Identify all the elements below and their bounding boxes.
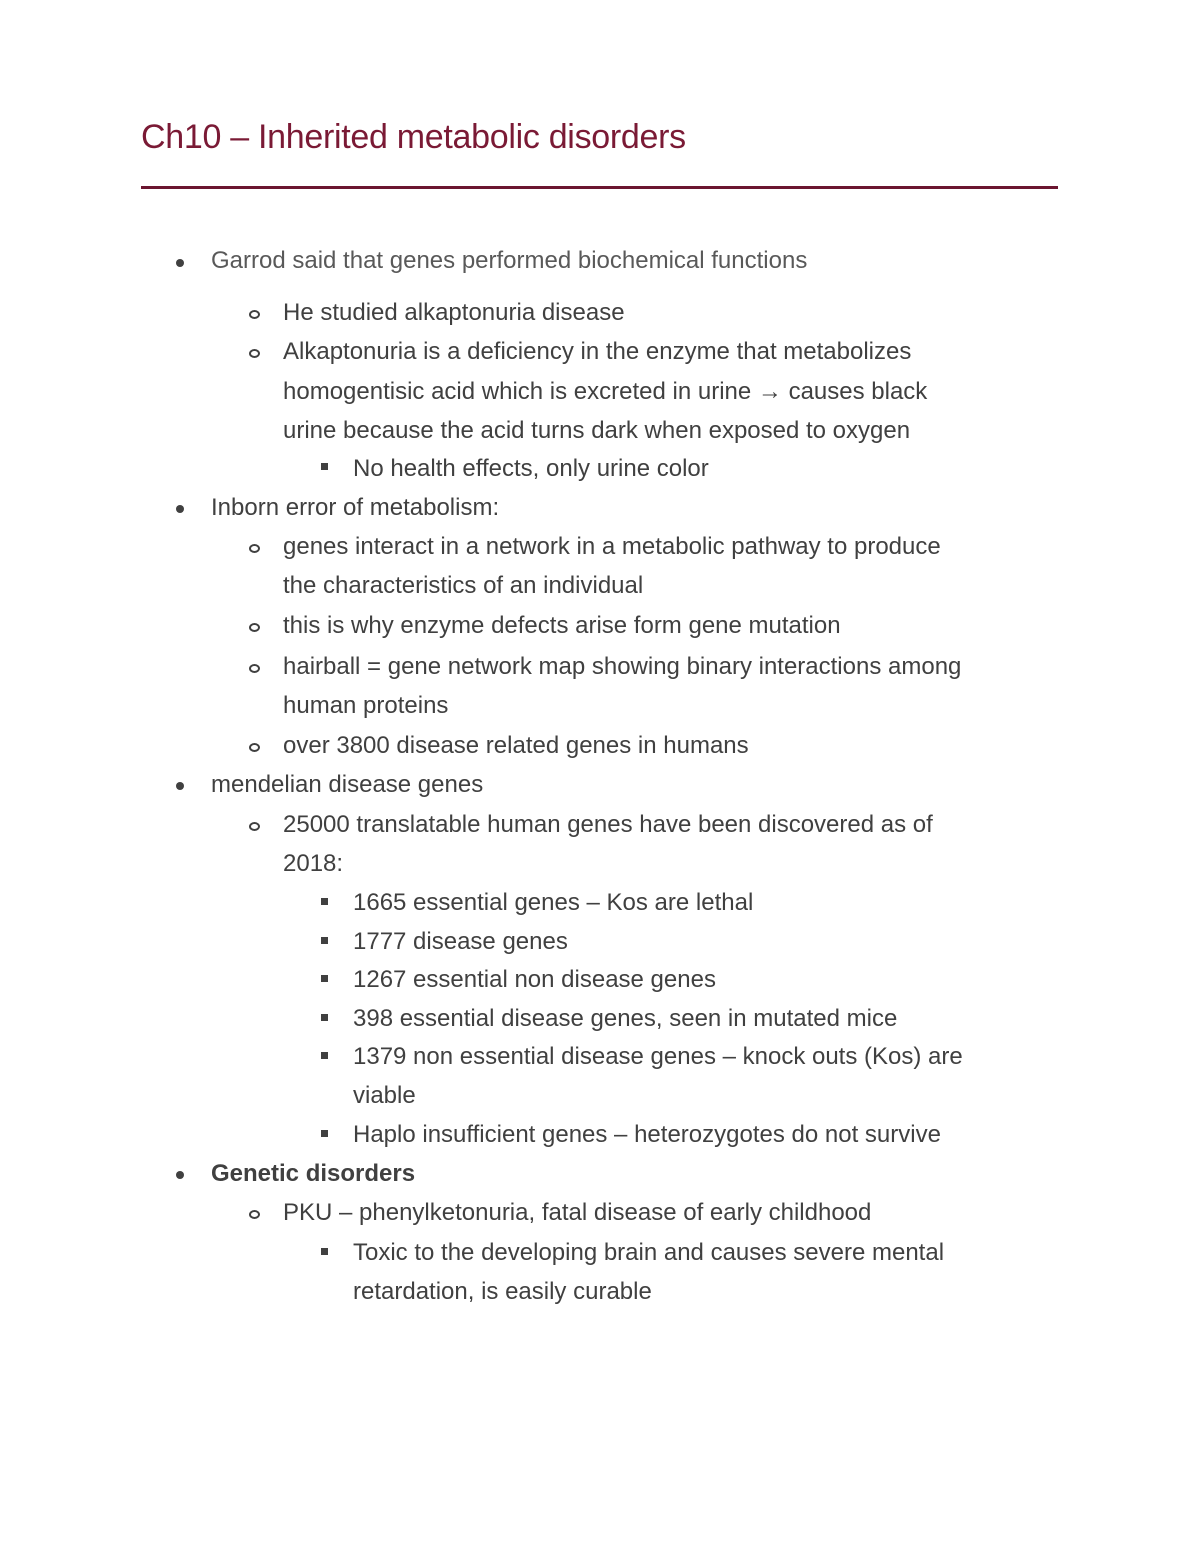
- list-item-level-3: Haplo insufficient genes – heterozygotes do not survive: [353, 1121, 941, 1148]
- list-item-level-3: 1267 essential non disease genes: [353, 966, 716, 993]
- bullet-square: [321, 937, 328, 944]
- bullet-circle: [249, 743, 260, 752]
- list-item-continuation: urine because the acid turns dark when exposed to oxygen: [283, 417, 911, 444]
- bullet-square: [321, 1014, 328, 1021]
- title-divider: [141, 186, 1058, 189]
- bullet-square: [321, 1052, 328, 1059]
- bullet-circle: [249, 310, 260, 319]
- bullet-square: [321, 975, 328, 982]
- bullet-circle: [249, 623, 260, 632]
- bullet-circle: [249, 544, 260, 553]
- list-item-level-3: 398 essential disease genes, seen in mutated mice: [353, 1005, 898, 1032]
- bullet-dot: [176, 1171, 184, 1179]
- list-item-continuation: human proteins: [283, 692, 449, 719]
- bullet-square: [321, 898, 328, 905]
- list-item-level-2: over 3800 disease related genes in humans: [283, 732, 749, 759]
- bullet-circle: [249, 822, 260, 831]
- section-heading: Genetic disorders: [211, 1160, 416, 1187]
- list-item-level-2: hairball = gene network map showing binary interactions among: [283, 653, 962, 680]
- bullet-square: [321, 463, 328, 470]
- list-item-level-3: 1379 non essential disease genes – knock outs (Kos) are: [353, 1043, 963, 1070]
- list-item-level-1: Inborn error of metabolism:: [211, 494, 500, 521]
- list-item-level-2: PKU – phenylketonuria, fatal disease of early childhood: [283, 1199, 872, 1226]
- list-item-level-3: Toxic to the developing brain and causes severe mental: [353, 1239, 945, 1266]
- bullet-square: [321, 1130, 328, 1137]
- list-item-continuation: viable: [353, 1082, 416, 1109]
- list-item-continuation: homogentisic acid which is excreted in urine → causes black: [283, 378, 928, 405]
- list-item-continuation: the characteristics of an individual: [283, 572, 644, 599]
- list-item-level-2: He studied alkaptonuria disease: [283, 299, 625, 326]
- list-item-level-2: Alkaptonuria is a deficiency in the enzyme that metabolizes: [283, 338, 912, 365]
- bullet-square: [321, 1248, 328, 1255]
- bullet-dot: [176, 259, 184, 267]
- bullet-circle: [249, 664, 260, 673]
- list-item-level-3: 1777 disease genes: [353, 928, 568, 955]
- list-item-level-2: this is why enzyme defects arise form gene mutation: [283, 612, 841, 639]
- bullet-circle: [249, 1210, 260, 1219]
- list-item-level-1: Garrod said that genes performed biochemical functions: [211, 247, 808, 274]
- bullet-circle: [249, 349, 260, 358]
- list-item-level-1: mendelian disease genes: [211, 771, 484, 798]
- list-item-level-3: 1665 essential genes – Kos are lethal: [353, 889, 754, 916]
- page-title: Ch10 – Inherited metabolic disorders: [141, 118, 686, 156]
- list-item-continuation: 2018:: [283, 850, 344, 877]
- bullet-dot: [176, 505, 184, 513]
- list-item-level-3: No health effects, only urine color: [353, 455, 709, 482]
- list-item-level-2: 25000 translatable human genes have been discovered as of: [283, 811, 933, 838]
- list-item-continuation: retardation, is easily curable: [353, 1278, 652, 1305]
- list-item-level-2: genes interact in a network in a metabolic pathway to produce: [283, 533, 941, 560]
- bullet-dot: [176, 782, 184, 790]
